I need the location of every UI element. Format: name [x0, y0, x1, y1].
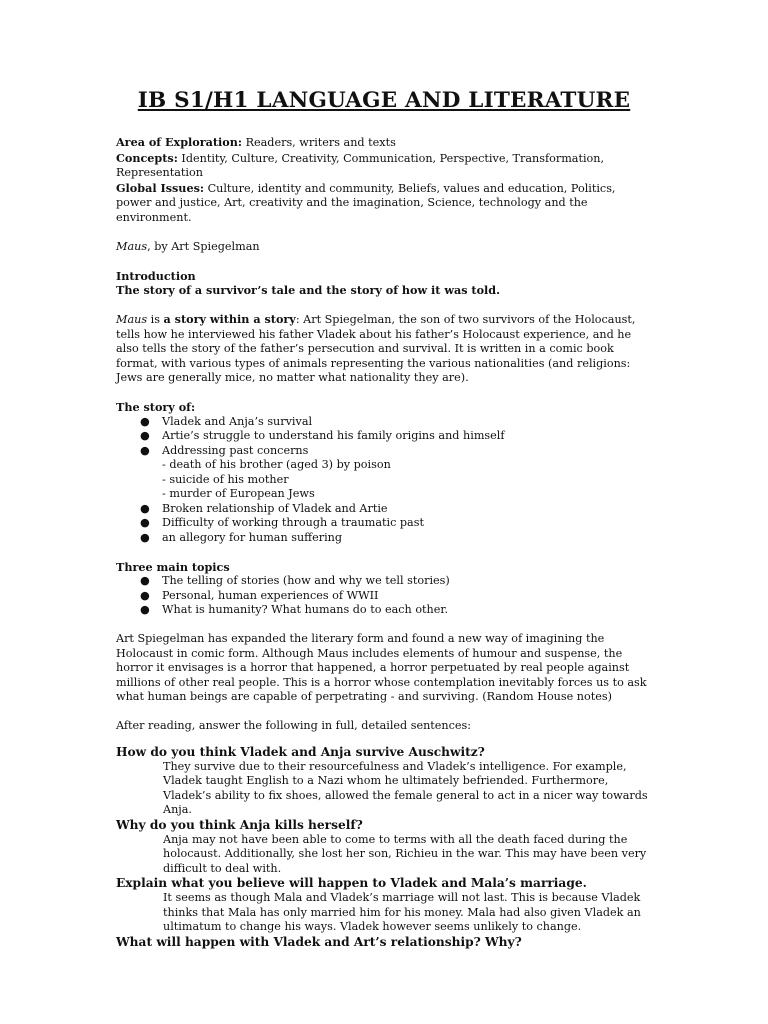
list-item: ● Vladek and Anja’s survival	[140, 414, 313, 428]
answer-2: Anja may not have been able to come to terms with all the death faced during the holocaust. Additionally, she lost her son, Richieu in the war. This may have been very difficult to deal with.	[163, 832, 647, 875]
intro-rest: : Art Spiegelman, the son of two survivors of the Holocaust, tells how he interviewed his father Vladek about his father’s Holocaust experience, and he also tells the story of the father’s persecution and survival. It is written in a comic book format, with various types of animals representing the various nationalities (and religions: Jews are generally mice, no matter what nationality they are).	[116, 313, 636, 384]
sub-list-item: - murder of European Jews	[162, 487, 315, 500]
global-issues	[116, 181, 652, 226]
book-title: Maus	[116, 239, 148, 253]
list-item: ● Difficulty of working through a traumatic past	[140, 516, 424, 529]
book-line	[116, 240, 652, 255]
issues-value: Culture, identity and community, Beliefs, values and education, Politics, power and justice, Art, creativity and the imagination, Science, technology and the environment.	[116, 181, 616, 224]
question-1: How do you think Vladek and Anja survive Auschwitz?	[116, 744, 485, 759]
list-item: ● The telling of stories (how and why we tell stories)	[140, 574, 450, 587]
question-4: What will happen with Vladek and Art’s relationship? Why?	[116, 934, 522, 949]
book-author: , by Art Spiegelman	[147, 239, 260, 253]
bullet-icon: ●	[140, 429, 150, 442]
list-item: ● Artie’s struggle to understand his family origins and himself	[140, 429, 505, 442]
sub-list-item: - suicide of his mother	[162, 472, 289, 486]
document-body	[116, 135, 652, 950]
story-of-heading: The story of:	[116, 400, 196, 414]
bullet-icon: ●	[140, 603, 150, 616]
instruction: After reading, answer the following in full, detailed sentences:	[116, 719, 472, 732]
topics-list	[116, 574, 652, 618]
sub-list-item: - death of his brother (aged 3) by poison	[162, 458, 391, 471]
story-of-list	[116, 415, 652, 546]
bullet-icon: ●	[140, 414, 150, 428]
intro-paragraph	[116, 312, 652, 386]
intro-bold-phrase: a story within a story	[163, 312, 296, 326]
topics-heading: Three main topics	[116, 559, 230, 574]
area-of-exploration	[116, 135, 652, 151]
intro-heading: Introduction	[116, 268, 196, 283]
bullet-icon: ●	[140, 574, 150, 587]
question-3: Explain what you believe will happen to Vladek and Mala’s marriage.	[116, 876, 587, 890]
intro-subheading: The story of a survivor’s tale and the story of how it was told.	[116, 283, 501, 297]
list-item: ● What is humanity? What humans do to each other.	[140, 603, 449, 616]
summary-paragraph: Art Spiegelman has expanded the literary form and found a new way of imagining the Holocaust in comic form. Although Maus includes elements of humour and suspense, the horror it envisages is a horror that happened, a horror perpetuated by real people against millions of other real people. This is a horror whose contemplation inevitably forces us to ask what human beings are capable of perpetrating - and surviving. (Random House notes)	[116, 632, 647, 703]
bullet-icon: ●	[140, 530, 150, 544]
area-label: Area of Exploration:	[116, 135, 243, 149]
issues-label: Global Issues:	[116, 180, 204, 195]
list-item: ● an allegory for human suffering	[140, 530, 343, 544]
list-item: ● Addressing past concerns	[140, 443, 309, 457]
bullet-icon: ●	[140, 501, 150, 515]
page-title: IB S1/H1 LANGUAGE AND LITERATURE	[137, 88, 631, 113]
question-2: Why do you think Anja kills herself?	[116, 817, 363, 832]
bullet-icon: ●	[140, 588, 150, 602]
bullet-icon: ●	[140, 516, 150, 529]
intro-maus: Maus	[116, 313, 148, 326]
bullet-icon: ●	[140, 443, 150, 457]
intro-is: is	[147, 313, 164, 326]
list-item: ● Broken relationship of Vladek and Artie	[140, 501, 388, 515]
concepts-value: Identity, Culture, Creativity, Communication, Perspective, Transformation, Representation	[116, 151, 605, 179]
answer-3: It seems as though Mala and Vladek’s marriage will not last. This is because Vladek thinks that Mala has only married him for his money. Mala had also given Vladek an ultimatum to change his ways. Vladek however seems unlikely to change.	[163, 891, 641, 933]
concepts-label: Concepts:	[116, 150, 178, 165]
answer-1: They survive due to their resourcefulness and Vladek’s intelligence. For example, Vladek taught English to a Nazi whom he ultimately befriended. Furthermore, Vladek’s ability to fix shoes, allowed the female general to act in a nicer way towards Anja.	[163, 759, 648, 816]
area-value: Readers, writers and texts	[245, 136, 396, 149]
list-item: ● Personal, human experiences of WWII	[140, 588, 379, 602]
concepts	[116, 151, 652, 181]
